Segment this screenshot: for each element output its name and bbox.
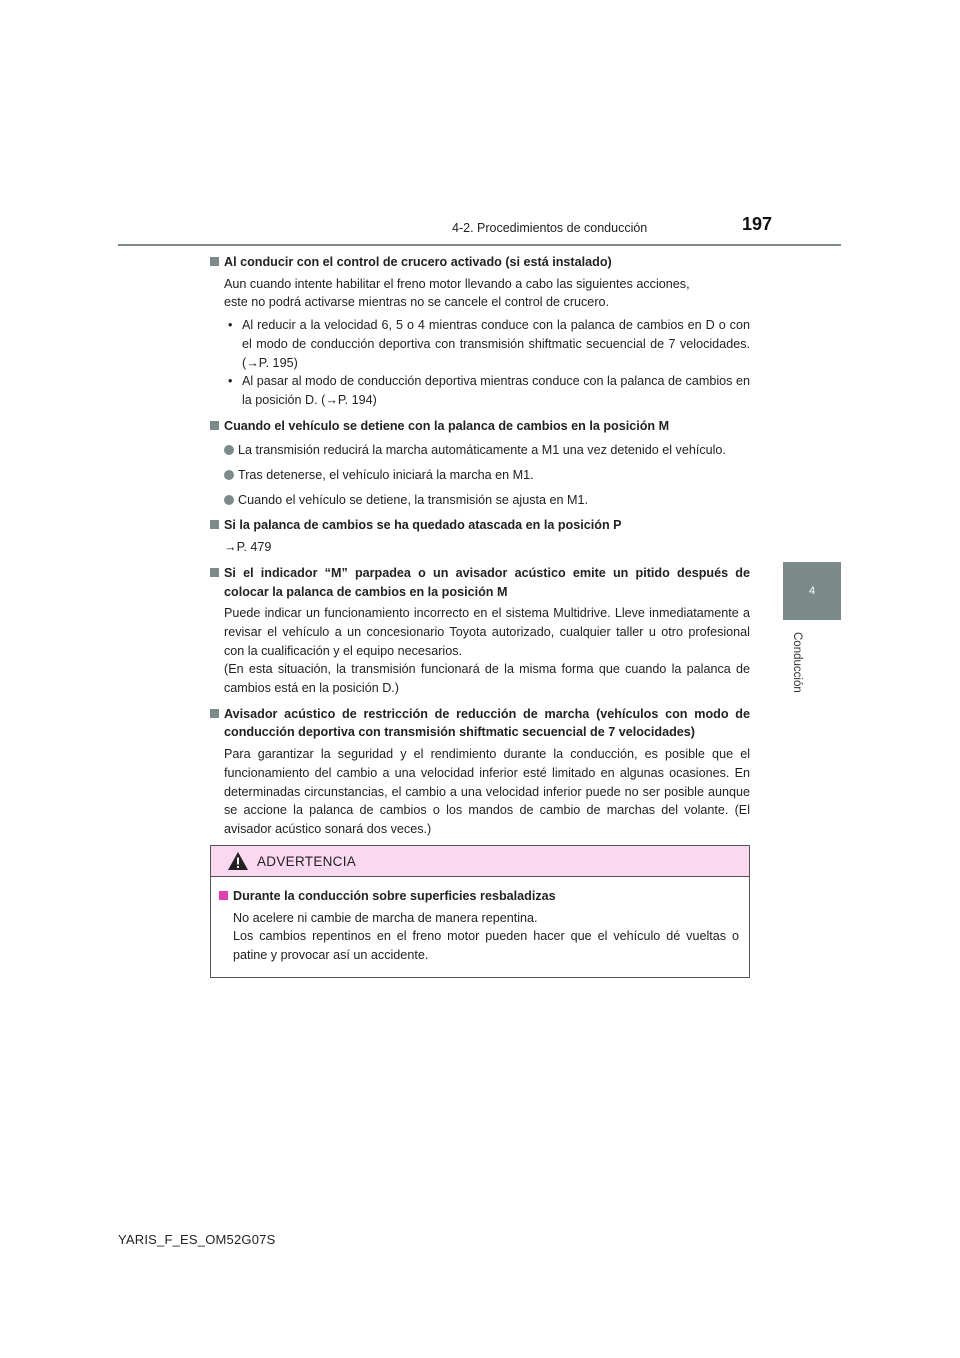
section-title: 4-2. Procedimientos de conducción [452, 221, 648, 235]
page-number: 197 [742, 214, 773, 234]
list-item: • Al pasar al modo de conducción deportiva mientras conduce con la palanca de cambios en la posición D. (→P. 194) [228, 374, 750, 407]
warning-box [210, 845, 750, 978]
dot-bullet-icon: • [228, 318, 233, 333]
square-bullet-icon [210, 568, 219, 577]
section-heading: Al conducir con el control de crucero activado (si está instalado) [210, 253, 750, 272]
chapter-number: 4 [808, 585, 816, 597]
document-code: YARIS_F_ES_OM52G07S [118, 1232, 276, 1247]
warning-heading: Durante la conducción sobre superficies resbaladizas [219, 887, 739, 906]
paragraph: Aun cuando intente habilitar el freno motor llevando a cabo las siguientes acciones, este no podrá activarse mientras no se cancele el control de crucero. [224, 276, 690, 310]
section-heading: Cuando el vehículo se detiene con la palanca de cambios en la posición M [210, 417, 750, 436]
section-heading: Si la palanca de cambios se ha quedado atascada en la posición P [210, 516, 750, 535]
circle-bullet-icon [224, 470, 234, 480]
circle-bullet-icon [224, 495, 234, 505]
paragraph: (En esta situación, la transmisión funcionará de la misma forma que cuando la palanca de cambios está en la posición D.) [224, 662, 750, 696]
section-heading: Avisador acústico de restricción de reducción de marcha (vehículos con modo de conducción deportiva con transmisión shiftmatic secuencial de 7 velocidades) [210, 705, 750, 742]
warning-line: No acelere ni cambie de marcha de manera repentina. [233, 910, 538, 925]
main-content [210, 253, 750, 839]
page-reference-link[interactable]: →P. 479 [224, 540, 272, 555]
dot-bullet-icon: • [228, 374, 233, 389]
square-bullet-icon [210, 709, 219, 718]
paragraph: Para garantizar la seguridad y el rendimiento durante la conducción, es posible que el funcionamiento del cambio a una velocidad inferior esté limitado en algunas ocasiones. En determinadas circunstancias, el cambio a una velocidad inferior puede no ser posible aunque se accione la palanca de cambios o los mandos de cambio de marchas del volante. (El avisador acústico sonará dos veces.) [224, 747, 750, 836]
header-divider [118, 244, 841, 246]
list-item: Cuando el vehículo se detiene, la transmisión se ajusta en M1. [210, 491, 750, 510]
section-heading: Si el indicador “M” parpadea o un avisador acústico emite un pitido después de colocar la palanca de cambios en la posición M [210, 564, 750, 601]
list-item: • Al reducir a la velocidad 6, 5 o 4 mientras conduce con la palanca de cambios en D o con el modo de conducción deportiva con transmisión shiftmatic secuencial de 7 velocidades. (→P. 195) [228, 318, 750, 370]
warning-header [211, 846, 749, 877]
square-bullet-icon [210, 421, 219, 430]
warning-title: ADVERTENCIA [257, 853, 357, 869]
paragraph: Puede indicar un funcionamiento incorrecto en el sistema Multidrive. Lleve inmediatamente a revisar el vehículo a un concesionario Toyota autorizado, cualquier taller u otro profesional con la cualificación y el equipo necesarios. [224, 606, 750, 658]
list-item: Tras detenerse, el vehículo iniciará la marcha en M1. [210, 466, 750, 485]
chapter-name: Conducción [791, 632, 803, 693]
square-bullet-icon [219, 891, 228, 900]
chapter-tab[interactable] [783, 562, 841, 620]
warning-body [211, 877, 749, 965]
warning-triangle-icon [227, 851, 249, 871]
square-bullet-icon [210, 257, 219, 266]
warning-line: Los cambios repentinos en el freno motor pueden hacer que el vehículo dé vueltas o patine y provocar así un accidente. [233, 929, 739, 963]
list-item: La transmisión reducirá la marcha automáticamente a M1 una vez detenido el vehículo. [210, 441, 750, 460]
square-bullet-icon [210, 520, 219, 529]
circle-bullet-icon [224, 445, 234, 455]
